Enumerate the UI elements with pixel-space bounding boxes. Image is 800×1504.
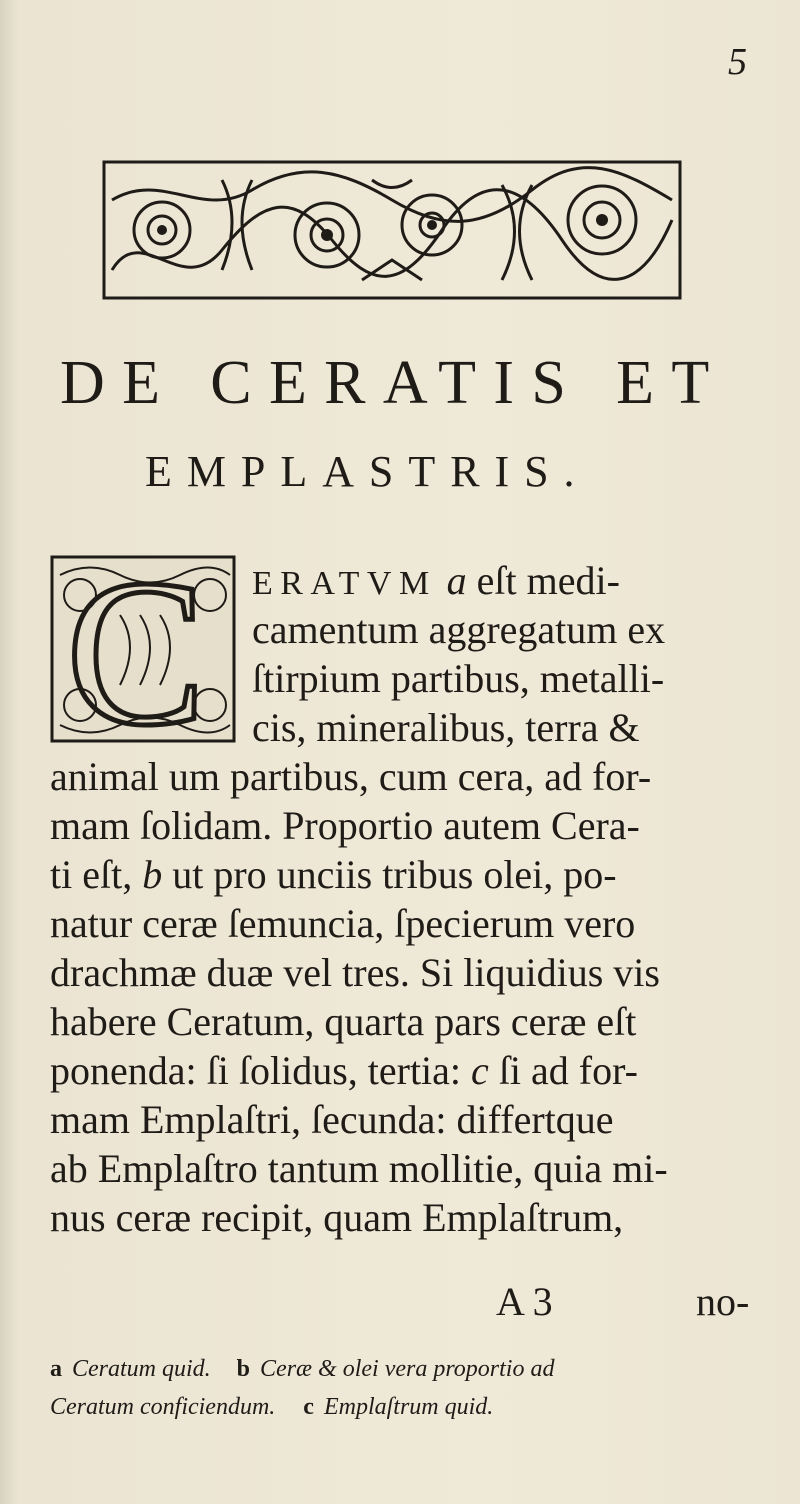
catchword: no- xyxy=(696,1279,750,1324)
text-line-14: nus ceræ recipit, quam Emplaſtrum, xyxy=(50,1195,624,1240)
text-line-3: ſtirpium partibus, metalli- xyxy=(252,656,665,701)
footnote-key-c: c xyxy=(303,1394,314,1420)
chapter-title: DE CERATIS ET xyxy=(60,349,727,417)
text-line-1 xyxy=(252,558,620,603)
footnote-b-text-2: Ceratum conficiendum. xyxy=(50,1394,276,1420)
footnote-c-text: Emplaſtrum quid. xyxy=(323,1394,494,1420)
text-line-7-a: ti eſt, xyxy=(50,852,133,897)
first-word: ERATVM xyxy=(252,565,437,602)
footnote-key-b: b xyxy=(236,1356,251,1382)
text-line-5: animal um partibus, cum cera, ad for- xyxy=(50,754,652,799)
text-line-7 xyxy=(50,852,617,897)
text-line-13: ab Emplaſtro tantum mollitie, quia mi- xyxy=(50,1146,668,1191)
footnote-line-2 xyxy=(50,1394,493,1421)
page-number: 5 xyxy=(728,41,747,83)
text-line-12: mam Emplaſtri, ſecunda: differtque xyxy=(50,1097,614,1142)
text-line-10: habere Ceratum, quarta pars ceræ eſt xyxy=(50,999,637,1044)
ornamental-headpiece xyxy=(102,160,682,300)
text-line-11 xyxy=(50,1048,638,1093)
footnote-line-1 xyxy=(50,1356,554,1383)
margin-marker-c: c xyxy=(471,1048,489,1093)
footnote-b-text-1: Ceræ & olei vera proportio ad xyxy=(260,1356,555,1382)
text-line-1-rest: eſt medi- xyxy=(476,558,620,603)
text-line-4: cis, mineralibus, terra & xyxy=(252,705,640,750)
text-line-7-b: ut pro unciis tribus olei, po- xyxy=(172,852,617,897)
decorated-initial-c xyxy=(50,555,236,743)
text-line-2: camentum aggregatum ex xyxy=(252,607,666,652)
footnote-key-a: a xyxy=(50,1356,62,1382)
text-line-6: mam ſolidam. Proportio autem Cera- xyxy=(50,803,640,848)
text-line-9: drachmæ duæ vel tres. Si liquidius vis xyxy=(50,950,660,995)
text-line-11-b: ſi ad for- xyxy=(498,1048,638,1093)
text-line-11-a: ponenda: ſi ſolidus, tertia: xyxy=(50,1048,462,1093)
text-line-8: natur ceræ ſemuncia, ſpecierum vero xyxy=(50,901,636,946)
margin-marker-b: b xyxy=(142,852,163,897)
signature-mark: A 3 xyxy=(496,1279,553,1324)
footnote-a-text: Ceratum quid. xyxy=(72,1356,211,1382)
chapter-subtitle: EMPLASTRIS. xyxy=(145,447,590,496)
svg-text:C: C xyxy=(65,555,207,743)
margin-marker-a: a xyxy=(446,558,467,603)
